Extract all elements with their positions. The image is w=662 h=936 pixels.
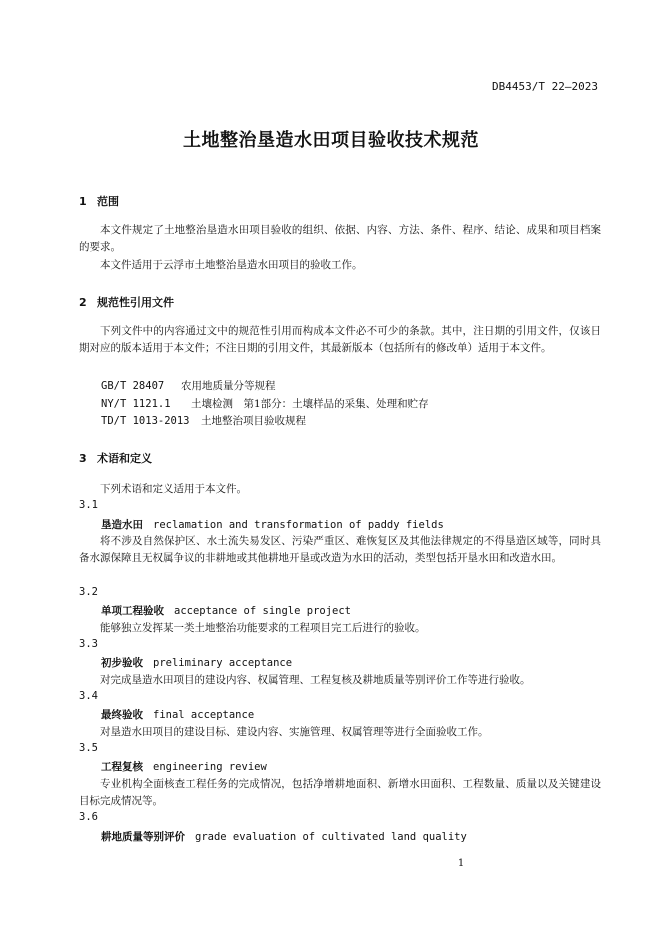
term-english: engineering review [153,761,267,773]
terms-intro: 下列术语和定义适用于本文件。 [100,483,247,495]
section-number: 1 [79,195,87,208]
term-english: reclamation and transformation of paddy fields [153,519,444,531]
section-title: 术语和定义 [97,452,152,465]
term-definition: 能够独立发挥某一类土地整治功能要求的工程项目完工后进行的验收。 [100,622,426,634]
term-number: 3.4 [79,690,98,702]
term-chinese: 垦造水田 [101,519,143,531]
reference-title: 土地整治项目验收规程 [201,415,306,427]
term-definition: 专业机构全面核查工程任务的完成情况，包括净增耕地面积、新增水田面积、工程数量、质量以及关键建设目标完成情况等。 [79,778,601,808]
section-title: 范围 [97,195,119,208]
reference-item [101,413,306,428]
term-entry [101,603,351,618]
term-number: 3.3 [79,638,98,650]
term-entry [101,759,267,774]
reference-item [101,396,429,411]
term-number: 3.1 [79,499,98,511]
term-chinese: 耕地质量等别评价 [101,831,185,843]
reference-title: 土壤检测 第1部分：土壤样品的采集、处理和贮存 [191,398,429,410]
term-english: final acceptance [153,709,255,721]
term-english: grade evaluation of cultivated land quality [195,831,467,843]
term-definition: 将不涉及自然保护区、水土流失易发区、污染严重区、难恢复区及其他法律规定的不得垦造区域等，同时具备水源保障且无权属争议的非耕地或其他耕地开垦或改造为水田的活动，类型包括开垦水田和改造水田。 [79,535,601,565]
reference-title: 农用地质量分等规程 [181,380,276,392]
scope-paragraph-1: 本文件规定了土地整治垦造水田项目验收的组织、依据、内容、方法、条件、程序、结论、成果和项目档案的要求。 [79,224,601,254]
reference-code: GB/T 28407 [101,380,165,392]
section-heading-normative [79,294,174,310]
term-number: 3.5 [79,742,98,754]
reference-code: TD/T 1013-2013 [101,415,190,427]
reference-code: NY/T 1121.1 [101,398,171,410]
section-number: 3 [79,452,87,465]
standard-code: DB4453/T 22—2023 [492,80,598,93]
term-english: preliminary acceptance [153,657,293,669]
term-definition: 对完成垦造水田项目的建设内容、权属管理、工程复核及耕地质量等别评价工作等进行验收。 [100,674,531,686]
term-number: 3.2 [79,586,98,598]
term-chinese: 初步验收 [101,657,143,669]
term-chinese: 单项工程验收 [101,605,164,617]
section-heading-scope [79,193,119,209]
document-title: 土地整治垦造水田项目验收技术规范 [183,130,479,151]
section-title: 规范性引用文件 [97,296,174,309]
term-entry [101,517,444,532]
reference-item [101,378,276,393]
section-number: 2 [79,296,87,309]
term-entry [101,707,254,722]
section-heading-terms [79,450,152,466]
term-number: 3.6 [79,811,98,823]
term-english: acceptance of single project [174,605,352,617]
normative-intro: 下列文件中的内容通过文中的规范性引用而构成本文件必不可少的条款。其中，注日期的引用文件，仅该日期对应的版本适用于本文件；不注日期的引用文件，其最新版本（包括所有的修改单）适用于本文件。 [79,325,601,355]
term-entry [101,655,292,670]
term-chinese: 工程复核 [101,761,143,773]
term-chinese: 最终验收 [101,709,143,721]
scope-paragraph-2: 本文件适用于云浮市土地整治垦造水田项目的验收工作。 [100,259,363,271]
term-entry [101,829,467,844]
page-number: 1 [457,858,465,869]
term-definition: 对垦造水田项目的建设目标、建设内容、实施管理、权属管理等进行全面验收工作。 [100,726,489,738]
